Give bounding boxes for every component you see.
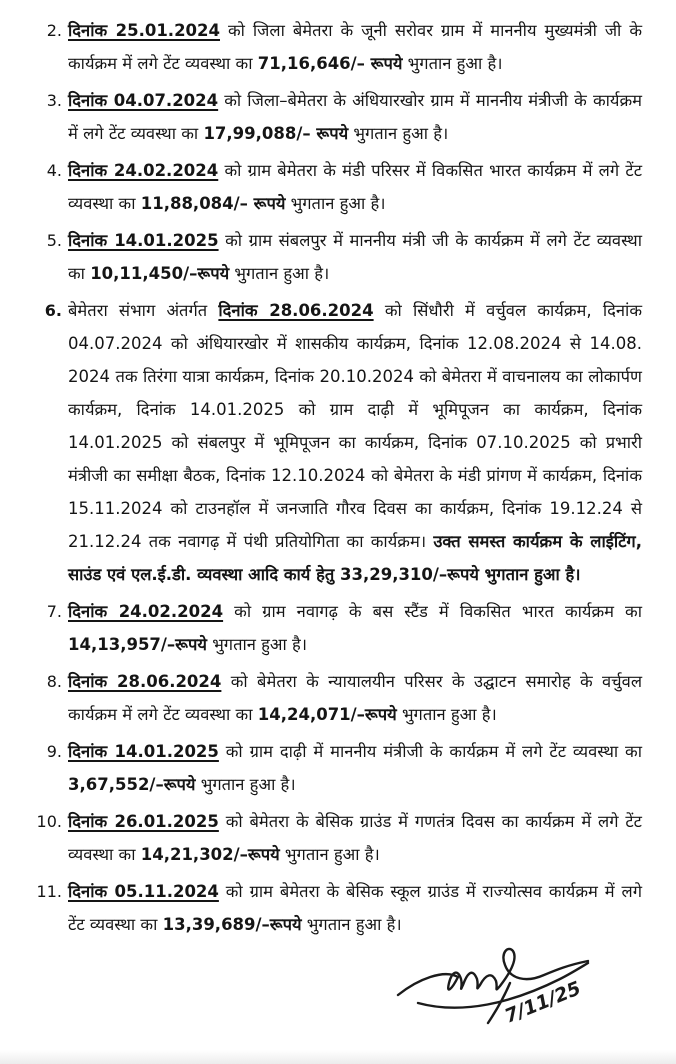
text-segment: 14,21,302/–रूपये: [140, 845, 280, 864]
item-number: 2.: [46, 21, 62, 40]
payment-list: [34, 14, 642, 941]
item-number: 3.: [46, 91, 62, 110]
text-segment: को ग्राम संबलपुर में माननीय मंत्री जी के कार्यक्रम में लगे टेंट व्यवस्था का: [68, 231, 642, 283]
text-segment: दिनांक 04.07.2024: [68, 91, 219, 110]
text-segment: भुगतान हुआ है।: [195, 775, 296, 794]
text-segment: 10,11,450/–रूपये: [90, 264, 230, 283]
signature: [392, 939, 602, 1031]
item-number: 5.: [46, 231, 62, 250]
text-segment: भुगतान हुआ है।: [206, 635, 308, 654]
list-item: [34, 595, 642, 661]
text-segment: दिनांक 24.02.2024: [68, 161, 219, 180]
text-segment: भुगतान हुआ है।: [279, 845, 380, 864]
text-segment: भुगतान हुआ है।: [285, 194, 386, 213]
item-text: [68, 14, 642, 80]
list-item: [34, 735, 642, 801]
text-segment: भुगतान हुआ है।: [402, 54, 503, 73]
text-segment: भुगतान हुआ है।: [229, 264, 330, 283]
text-segment: 71,16,646/– रूपये: [257, 54, 403, 73]
item-text: [68, 84, 642, 150]
text-segment: को जिला बेमेतरा के जूनी सरोवर ग्राम में माननीय मुख्यमंत्री जी के कार्यक्रम में लगे टेंट व्यवस्था का: [68, 21, 642, 73]
text-segment: को ग्राम बेमेतरा के बेसिक स्कूल ग्राउंड में राज्योत्सव कार्यक्रम में लगे टेंट व्यवस्था का: [68, 882, 642, 934]
text-segment: दिनांक 25.01.2024: [68, 21, 220, 40]
item-number: 8.: [46, 672, 62, 691]
text-segment: को ग्राम बेमेतरा के मंडी परिसर में विकसित भारत कार्यक्रम में लगे टेंट व्यवस्था का: [68, 161, 643, 213]
text-segment: 14,24,071/–रूपये: [257, 705, 397, 724]
item-text: [68, 875, 642, 941]
text-segment: दिनांक 05.11.2024: [68, 882, 219, 901]
item-text: [68, 805, 642, 871]
text-segment: दिनांक 14.01.2025: [68, 231, 219, 250]
item-text: [68, 665, 642, 731]
text-segment: को ग्राम नवागढ़ के बस स्टैंड में विकसित भारत कार्यक्रम का: [223, 602, 642, 621]
text-segment: भुगतान हुआ है।: [301, 915, 402, 934]
text-segment: दिनांक 26.01.2025: [68, 812, 219, 831]
item-text: [68, 154, 642, 220]
text-segment: को बेमेतरा के बेसिक ग्राउंड में गणतंत्र दिवस का कार्यक्रम में लगे टेंट व्यवस्था का: [68, 812, 642, 864]
text-segment: को ग्राम दाढ़ी में माननीय मंत्रीजी के कार्यक्रम में लगे टेंट व्यवस्था का: [218, 742, 643, 761]
list-item: [34, 665, 642, 731]
item-number: 4.: [46, 161, 62, 180]
list-item: [34, 14, 642, 80]
text-segment: दिनांक 28.06.2024: [218, 301, 374, 320]
list-item: [34, 224, 642, 290]
list-item: [34, 875, 642, 941]
text-segment: को बेमेतरा के न्यायालयीन परिसर के उद्घाटन समारोह के वर्चुवल कार्यक्रम में लगे टेंट व्यवस्था का: [68, 672, 643, 724]
item-number: 9.: [46, 742, 62, 761]
text-segment: को जिला–बेमेतरा के अंधियारखोर ग्राम में माननीय मंत्रीजी के कार्यक्रम में लगे टेंट व्यवस्था का: [68, 91, 642, 143]
text-segment: भुगतान हुआ है।: [396, 705, 497, 724]
list-item: [34, 84, 642, 150]
signature-block: [34, 945, 642, 1031]
item-text: [68, 224, 642, 290]
text-segment: 14,13,957/–रूपये: [68, 635, 207, 654]
item-number: 7.: [46, 602, 62, 621]
list-item: [34, 154, 642, 220]
text-segment: दिनांक 14.01.2025: [68, 742, 219, 761]
text-segment: बेमेतरा संभाग अंतर्गत: [68, 301, 219, 320]
text-segment: 17,99,088/– रूपये: [203, 124, 349, 143]
text-segment: को सिंधौरी में वर्चुवल कार्यक्रम, दिनांक 04.07.2024 को अंधियारखोर में शासकीय कार्यक्रम, दिनांक 12.08.2024 से 14.08. 2024 तक तिरंगा यात्रा कार्यक्रम, दिनांक 20.10.2024 को बेमेतरा में वाचनालय का लोकार्पण कार्यक्रम, दिनांक 14.01.2025 को ग्राम दाढ़ी में भूमिपूजन का कार्यक्रम, दिनांक 14.01.2025 को संबलपुर में भूमिपूजन का कार्यक्रम, दिनांक 07.10.2025 को प्रभारी मंत्रीजी का समीक्षा बैठक, दिनांक 12.10.2024 को बेमेतरा के मंडी प्रांगण में कार्यक्रम, दिनांक 15.11.2024 को टाउनहॉल में जनजाति गौरव दिवस का कार्यक्रम, दिनांक 19.12.24 से 21.12.24 तक नवागढ़ में पंथी प्रतियोगिता का कार्यक्रम।: [68, 301, 642, 551]
item-text: [68, 735, 642, 801]
item-number: 10.: [36, 812, 62, 831]
text-segment: भुगतान हुआ है।: [348, 124, 449, 143]
list-item: [34, 805, 642, 871]
list-item: [34, 294, 642, 591]
item-number: 11.: [36, 882, 62, 901]
signature-date: 7/11/25: [501, 977, 585, 1028]
text-segment: दिनांक 24.02.2024: [68, 602, 224, 621]
item-text: [68, 595, 642, 661]
item-text: [68, 294, 642, 591]
item-number: 6.: [44, 301, 62, 320]
text-segment: उक्त समस्त कार्यक्रम के लाईटिंग, साउंड एवं एल.ई.डी. व्यवस्था आदि कार्य हेतु 33,29,310/–रूपये भुगतान हुआ है।: [68, 532, 642, 584]
text-segment: दिनांक 28.06.2024: [68, 672, 222, 691]
text-segment: 3,67,552/–रूपये: [68, 775, 196, 794]
scan-edge-shadow: [0, 1050, 676, 1064]
text-segment: 13,39,689/–रूपये: [162, 915, 302, 934]
text-segment: 11,88,084/– रूपये: [140, 194, 286, 213]
